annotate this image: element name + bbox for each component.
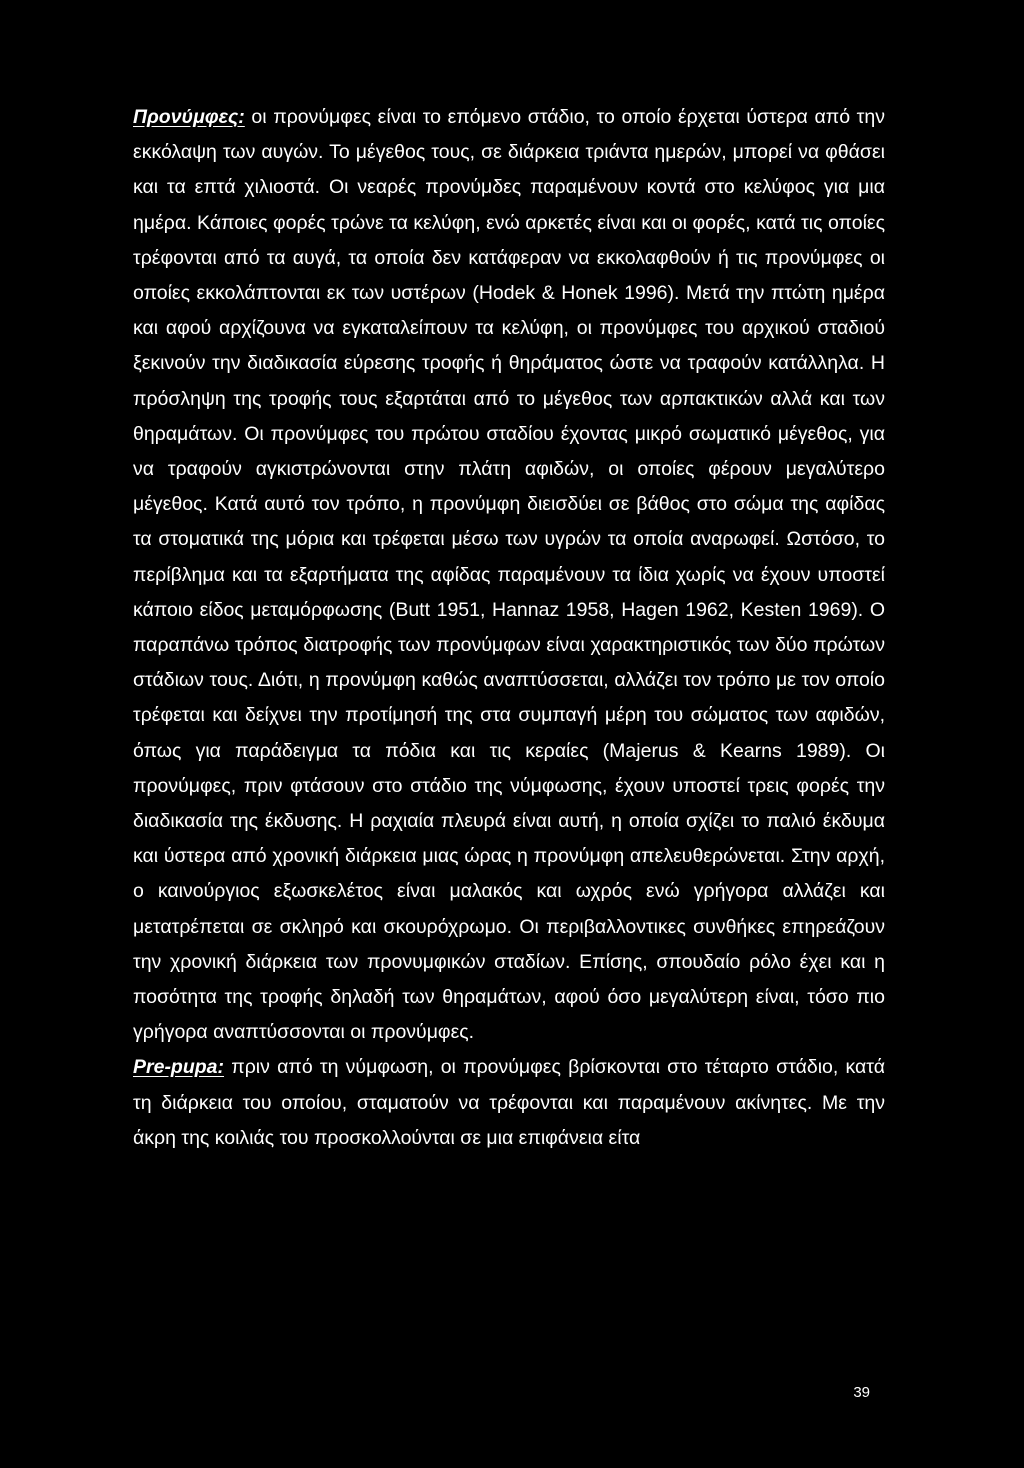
document-page [133,100,885,1156]
paragraph-pre-pupa [133,1050,885,1156]
paragraph-pronymfes [133,100,885,1050]
page-number: 39 [853,1384,870,1401]
paragraph-pronymfes-text: οι προνύμφες είναι το επόμενο στάδιο, το οποίο έρχεται ύστερα από την εκκόλαψη των αυγών. Το μέγεθος τους, σε διάρκεια τριάντα ημερών, μπορεί να φθάσει και τα επτά χιλιοστά. Οι νεαρές προνύμδες παραμένουν κοντά στο κελύφος για μια ημέρα. Κάποιες φορές τρώνε τα κελύφη, ενώ αρκετές είναι και οι φορές, κατά τις οποίες τρέφονται από τα αυγά, τα οποία δεν κατάφεραν να εκκολαφθούν ή τις προνύμφες οι οποίες εκκολάπτονται εκ των υστέρων (Hodek & Honek 1996). Μετά την πτώτη ημέρα και αφού αρχίζουνα να εγκαταλείπουν τα κελύφη, οι προνύμφες του αρχικού σταδιού ξεκινούν την διαδικασία εύρεσης τροφής ή θηράματος ώστε να τραφούν κατάλληλα. Η πρόσληψη της τροφής τους εξαρτάται από το μέγεθος των αρπακτικών αλλά και των θηραμάτων. Οι προνύμφες του πρώτου σταδίου έχοντας μικρό σωματικό μέγεθος, για να τραφούν αγκιστρώνονται στην πλάτη αφιδών, οι οποίες φέρουν μεγαλύτερο μέγεθος. Κατά αυτό τον τρόπο, η προνύμφη διεισδύει σε βάθος στο σώμα της αφίδας τα στοματικά της μόρια και τρέφεται μέσω των υγρών τα οποία αναρωφεί. Ωστόσο, το περίβλημα και τα εξαρτήματα της αφίδας παραμένουν τα ίδια χωρίς να έχουν υποστεί κάποιο είδος μεταμόρφωσης (Butt 1951, Hannaz 1958, Hagen 1962, Kesten 1969). Ο παραπάνω τρόπος διατροφής των προνύμφων είναι χαρακτηριστικός των δύο πρώτων στάδιων τους. Διότι, η προνύμφη καθώς αναπτύσσεται, αλλάζει τον τρόπο με τον οποίο τρέφεται και δείχνει την προτίμησή της στα συμπαγή μέρη του σώματος των αφιδών, όπως για παράδειγμα τα πόδια και τις κεραίες (Majerus & Kearns 1989). Οι προνύμφες, πριν φτάσουν στο στάδιο της νύμφωσης, έχουν υποστεί τρεις φορές την διαδικασία της έκδυσης. Η ραχιαία πλευρά είναι αυτή, η οποία σχίζει το παλιό έκδυμα και ύστερα από χρονική διάρκεια μιας ώρας η προνύμφη απελευθερώνεται. Στην αρχή, ο καινούργιος εξωσκελέτος είναι μαλακός και ωχρός ενώ γρήγορα αλλάζει και μετατρέπεται σε σκληρό και σκουρόχρωμο. Οι περιβαλλοντικες συνθήκες επηρεάζουν την χρονική διάρκεια των προνυμφικών σταδίων. Επίσης, σπουδαίο ρόλο έχει και η ποσότητα της τροφής δηλαδή των θηραμάτων, αφού όσο μεγαλύτερη είναι, τόσο πιο γρήγορα αναπτύσσονται οι προνύμφες. [133,106,885,1044]
paragraph-pre-pupa-text: πριν από τη νύμφωση, οι προνύμφες βρίσκονται στο τέταρτο στάδιο, κατά τη διάρκεια του οποίου, σταματούν να τρέφονται και παραμένουν ακίνητες. Με την άκρη της κοιλιάς του προσκολλούνται σε μια επιφάνεια είτα [133,1056,885,1149]
term-pronymfes: Προνύμφες: [133,106,245,128]
term-pre-pupa: Pre-pupa: [133,1056,225,1079]
